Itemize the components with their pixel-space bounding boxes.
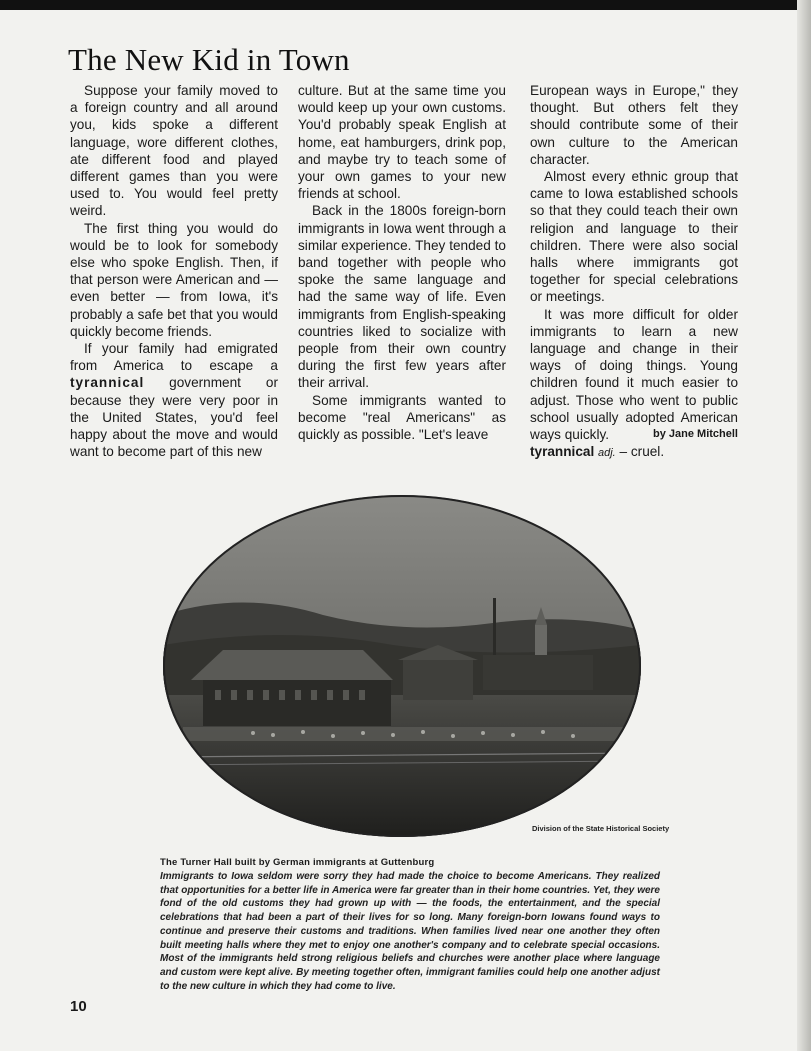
paragraph: European ways in Europe," they thought. But others felt they should contribute some of their own culture to the American character. bbox=[530, 83, 738, 167]
paragraph: Suppose your family moved to a foreign country and all around you, kids spoke a different language, wore different clothes, ate different food and played different games than you were used to. You would feel pretty weird. bbox=[70, 83, 278, 219]
historic-photo bbox=[163, 495, 641, 837]
photo-caption bbox=[160, 857, 660, 993]
paragraph-text: government or because they were very poor in the United States, you'd feel happy about the move and would want to become part of this new bbox=[70, 375, 278, 460]
caption-title: The Turner Hall built by German immigrants at Guttenburg bbox=[160, 857, 435, 868]
paragraph: The first thing you would do would be to look for somebody else who spoke English. Then, if that person were American and — even better — from Iowa, it's probably a safe bet that you would quickly become friends. bbox=[70, 220, 278, 339]
column-3 bbox=[530, 82, 738, 462]
byline: by Jane Mitchell bbox=[653, 428, 738, 441]
glossary-term: tyrannical bbox=[530, 444, 595, 460]
top-border bbox=[0, 0, 811, 10]
page-number: 10 bbox=[70, 998, 87, 1015]
paragraph bbox=[530, 306, 738, 444]
glossary-definition: – cruel. bbox=[619, 444, 665, 460]
photo-credit: Division of the State Historical Society bbox=[532, 824, 670, 833]
turner-hall-photo bbox=[163, 495, 641, 837]
glossary-pos: adj. bbox=[598, 447, 616, 460]
column-2 bbox=[298, 82, 506, 443]
paragraph bbox=[70, 340, 278, 460]
glossary-term-highlight: tyrannical bbox=[70, 375, 145, 391]
glossary-entry bbox=[530, 443, 738, 462]
paragraph-text: If your family had emigrated from America to escape a bbox=[70, 341, 278, 374]
paragraph: Almost every ethnic group that came to Iowa established schools so that they could teach their own religion and language to their children. There were also social halls where immigrants got together for special celebrations or meetings. bbox=[530, 169, 738, 305]
paragraph: Back in the 1800s foreign-born immigrants in Iowa went through a similar experience. They tended to band together with people who spoke the same language and had the same way of life. Even immigrants from English-speaking countries liked to socialize with people from their own country during the first few years after their arrival. bbox=[298, 203, 506, 391]
column-1 bbox=[70, 82, 278, 460]
article-title: The New Kid in Town bbox=[68, 42, 350, 77]
paragraph: culture. But at the same time you would keep up your own customs. You'd probably speak English at home, eat hamburgers, drink pop, and maybe try to teach some of your own games to your new friends at school. bbox=[298, 83, 506, 202]
page-edge-shadow bbox=[797, 0, 811, 1051]
paragraph: Some immigrants wanted to become "real Americans" as quickly as possible. "Let's leave bbox=[298, 392, 506, 443]
caption-text: Immigrants to Iowa seldom were sorry they had made the choice to become Americans. They realized that opportunities for a better life in America were far greater than in their home countries. Yet, they were fond of the old customs they had grown up with — the foods, the entertainment, and the special celebrations that had been a part of their lives for so long. Many foreign-born Iowans found ways to continue and preserve their customs and traditions. When families lived near one another they often built meeting halls where they met to enjoy one another's company and to celebrate special occasions. Most of the immigrants held strong religious beliefs and churches were another place where language and custom were kept alive. By meeting together often, immigrant families could help one another adjust to the new culture in which they had come to live. bbox=[160, 871, 660, 992]
paragraph-text: It was more difficult for older immigrants to learn a new language and change in their ways of doing things. Young children found it much easier to adjust. Those who went to public school usually adopted American ways quickly. bbox=[530, 306, 738, 443]
